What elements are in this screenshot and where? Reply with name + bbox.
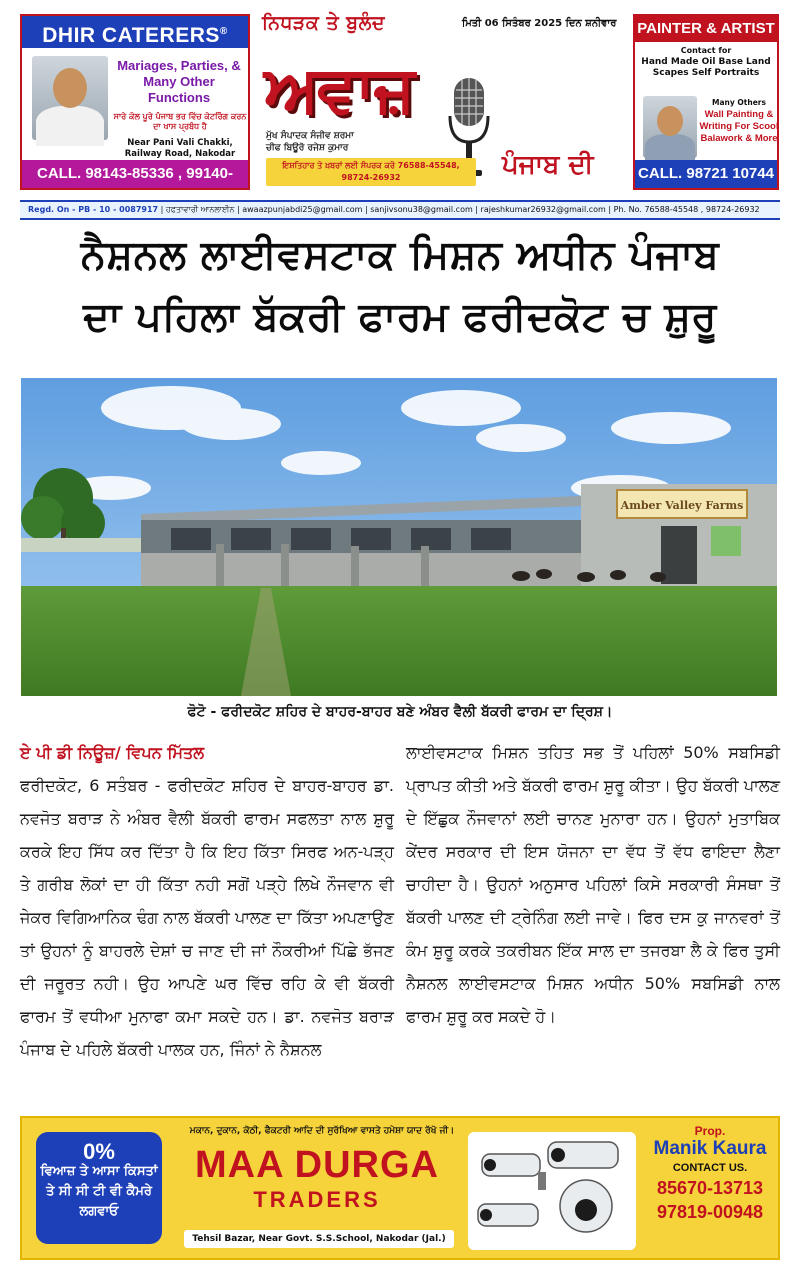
article-column-1 [20,736,394,1066]
info-bar-contacts: | ਹਫਤਾਵਾਰੀ ਆਨਲਾਈਨ | awaazpunjabdi25@gmail.com | sanjivsonu38@gmail.com | rajeshkumar26932@gmail.com | Ph. No. 76588-45548 , 98724-26932 [158,205,760,214]
ad-left-address: Near Pani Vali Chakki, Railway Road, Nakodar [124,138,236,159]
prop-label: Prop. [694,1124,726,1138]
ad-contact [642,1124,778,1224]
ad-right-contact-for: Contact for [680,46,732,55]
brand-line-1: MAA DURGA [194,1144,439,1186]
proprietor-name: Manik Kaura [653,1138,767,1159]
farm-sign-text: Amber Valley Farms [620,499,744,512]
ad-right-title: PAINTER & ARTIST [635,16,777,42]
article-body-2: ਲਾਈਵਸਟਾਕ ਮਿਸ਼ਨ ਤਹਿਤ ਸਭ ਤੋਂ ਪਹਿਲਾਂ 50% ਸਬਸਿਡੀ ਪ੍ਰਾਪਤ ਕੀਤੀ ਅਤੇ ਬੱਕਰੀ ਫਾਰਮ ਸ਼ੁਰੂ ਕੀਤਾ। ਉਹ ਬੱਕਰੀ ਪਾਲਣ ਦੇ ਇੱਛੁਕ ਨੌਜਵਾਨਾਂ ਲਈ ਚਾਨਣ ਮੁਨਾਰਾ ਹਨ। ਉਹਨਾਂ ਮੁਤਾਬਿਕ ਕੇਂਦਰ ਸਰਕਾਰ ਦੀ ਇਸ ਯੋਜਨਾ ਦਾ ਵੱਧ ਤੋਂ ਵੱਧ ਫਾਇਦਾ ਲੈਣਾ ਚਾਹੀਦਾ ਹੈ। ਉਹਨਾਂ ਅਨੁਸਾਰ ਪਹਿਲਾਂ ਕਿਸੇ ਸਰਕਾਰੀ ਸੰਸਥਾ ਤੋਂ ਬੱਕਰੀ ਪਾਲਣ ਦੀ ਟ੍ਰੇਨਿੰਗ ਲਈ ਜਾਵੇ। ਫਿਰ ਦਸ ਕੁ ਜਾਨਵਰਾਂ ਤੋਂ ਕੰਮ ਸ਼ੁਰੂ ਕਰਕੇ ਤਕਰੀਬਨ ਇੱਕ ਸਾਲ ਦਾ ਤਜਰਬਾ ਲੈ ਕੇ ਫਿਰ ਤੁਸੀ ਨੈਸ਼ਨਲ ਲਾਈਵਸਟਾਕ ਮਿਸ਼ਨ ਅਧੀਨ 50% ਸਬਸਿਡੀ ਨਾਲ ਫਾਰਮ ਸ਼ੁਰੂ ਕਰ ਸਕਦੇ ਹੋ। [406,743,780,1026]
brand-line-2: TRADERS [253,1187,381,1212]
logo-tagline: ਨਿਧੜਕ ਤੇ ਬੁਲੰਦ [262,12,385,34]
caterer-photo [32,56,108,140]
offer-badge [36,1132,162,1244]
ad-left-services: Mariages, Parties, & Many Other Functions [117,58,241,105]
ad-right-call: CALL. 98721 10744 [635,160,777,188]
goat-farm-photo [21,378,777,696]
logo-contact-line: ਇਸ਼ਤਿਹਾਰ ਤੇ ਖ਼ਬਰਾਂ ਲਈ ਸੰਪਰਕ ਕਰੋ 76588-45548, 98724-26932 [266,158,476,186]
article-body-1: ਫਰੀਦਕੋਟ, 6 ਸਤੰਬਰ - ਫਰੀਦਕੋਟ ਸ਼ਹਿਰ ਦੇ ਬਾਹਰ-ਬਾਹਰ ਡਾ. ਨਵਜੋਤ ਬਰਾੜ ਨੇ ਅੰਬਰ ਵੈਲੀ ਬੱਕਰੀ ਫਾਰਮ ਸਫਲਤਾ ਨਾਲ ਸ਼ੁਰੂ ਕਰਕੇ ਇਹ ਸਿੱਧ ਕਰ ਦਿੱਤਾ ਹੈ ਕਿ ਇਹ ਕਿੱਤਾ ਸਿਰਫ ਅਨ-ਪੜ੍ਹ ਤੇ ਗਰੀਬ ਲੋਕਾਂ ਦਾ ਹੀ ਕਿੱਤਾ ਨਹੀ ਸਗੋਂ ਪੜ੍ਹੇ ਲਿਖੇ ਨੌਜਵਾਨ ਵੀ ਜੇਕਰ ਵਿਗਿਆਨਿਕ ਢੰਗ ਨਾਲ ਬੱਕਰੀ ਪਾਲਣ ਦਾ ਕਿੱਤਾ ਅਪਣਾਉਣ ਤਾਂ ਉਹਨਾਂ ਨੂੰ ਬਾਹਰਲੇ ਦੇਸ਼ਾਂ ਚ ਜਾਣ ਦੀ ਜਾਂ ਨੌਕਰੀਆਂ ਪਿੱਛੇ ਭੱਜਣ ਦੀ ਜਰੂਰਤ ਨਹੀ। ਉਹ ਆਪਣੇ ਘਰ ਵਿੱਚ ਰਹਿ ਕੇ ਵੀ ਬੱਕਰੀ ਫਾਰਮ ਤੋਂ ਵਧੀਆ ਮੁਨਾਫਾ ਕਮਾ ਸਕਦੇ ਹਨ। ਡਾ. ਨਵਜੋਤ ਬਰਾੜ ਪੰਜਾਬ ਦੇ ਪਹਿਲੇ ਬੱਕਰੀ ਪਾਲਕ ਹਨ, ਜਿੰਨਾਂ ਨੇ ਨੈਸ਼ਨਲ [20,776,394,1059]
article-byline: ਏ ਪੀ ਡੀ ਨਿਊਜ਼/ ਵਿਪਨ ਮਿੱਤਲ [20,743,205,762]
masthead [0,0,803,196]
brand-name [172,1144,462,1214]
phone-2: 97819-00948 [656,1202,764,1222]
ad-left-call: CALL. 98143-85336 , 99140- [22,160,248,188]
contact-us-label: CONTACT US. [672,1162,748,1174]
phone-1: 85670-13713 [656,1178,764,1198]
ad-left-tag: ਸਾਰੇ ਕੋਲ ਪੂਰੇ ਪੰਜਾਬ ਭਰ ਵਿੱਚ ਕੇਟਰਿੰਗ ਕਰਨ ਦਾ ਖਾਸ ਪ੍ਰਬੰਧ ਹੈ [113,112,247,131]
farm-scene-illustration [21,378,777,696]
ad-right-hand-made: Hand Made Oil Base Land Scapes Self Portraits [641,57,771,78]
info-bar [20,200,780,220]
editor-credits: ਮੁੱਖ ਸੰਪਾਦਕ ਸੰਜੀਵ ਸ਼ਰਮਾ ਚੀਫ ਬਿਊਰੋ ਰਜੇਸ਼ ਕੁਮਾਰ [266,131,354,153]
painter-artist-ad [633,14,779,190]
article-column-2 [406,736,780,1033]
ad-tagline: ਮਕਾਨ, ਦੁਕਾਨ, ਕੋਠੀ, ਫੈਕਟਰੀ ਆਦਿ ਦੀ ਸੁਰੱਖਿਆ ਵਾਸਤੇ ਹਮੇਸ਼ਾ ਯਾਦ ਰੱਖੋ ਜੀ। [189,1126,455,1136]
dhir-caterers-ad [20,14,250,190]
ad-right-many: Many Others [712,98,766,107]
maa-durga-traders-ad [20,1116,780,1260]
cctv-camera-icon [468,1132,636,1250]
offer-percent: 0% [83,1139,115,1164]
offer-text: ਵਿਆਜ਼ ਤੇ ਆਸਾ ਕਿਸਤਾਂ ਤੇ ਸੀ ਸੀ ਟੀ ਵੀ ਕੈਮਰੇ ਲਗਵਾਓ [40,1164,158,1219]
shop-address: Tehsil Bazar, Near Govt. S.S.School, Nakodar (Jal.) [184,1230,454,1248]
logo-punjab: ਪੰਜਾਬ ਦੀ [502,150,594,180]
ad-left-title: DHIR CATERERS® [22,16,248,48]
article-headline [20,224,780,348]
photo-caption: ਫੋਟੋ - ਫਰੀਦਕੋਟ ਸ਼ਹਿਰ ਦੇ ਬਾਹਰ-ਬਾਹਰ ਬਣੇ ਅੰਬਰ ਵੈਲੀ ਬੱਕਰੀ ਫਾਰਮ ਦਾ ਦ੍ਰਿਸ਼। [187,704,613,720]
cctv-cameras-image [468,1132,636,1250]
ad-right-works: Wall Painting & Writing For Scool Balawork & More [699,109,779,144]
headline-line-1: ਨੈਸ਼ਨਲ ਲਾਈਵਸਟਾਕ ਮਿਸ਼ਨ ਅਧੀਨ ਪੰਜਾਬ [80,232,720,278]
newspaper-logo [262,10,630,192]
painter-photo [643,96,697,158]
registration-number: Regd. On - PB - 10 - 0087917 [28,205,159,214]
issue-date: ਮਿਤੀ 06 ਸਿਤੰਬਰ 2025 ਦਿਨ ਸ਼ਨੀਵਾਰ [462,18,617,29]
headline-line-2: ਦਾ ਪਹਿਲਾ ਬੱਕਰੀ ਫਾਰਮ ਫਰੀਦਕੋਟ ਚ ਸ਼ੁਰੂ [83,294,717,340]
logo-wordmark: ਅਵਾਜ਼ [264,53,414,127]
